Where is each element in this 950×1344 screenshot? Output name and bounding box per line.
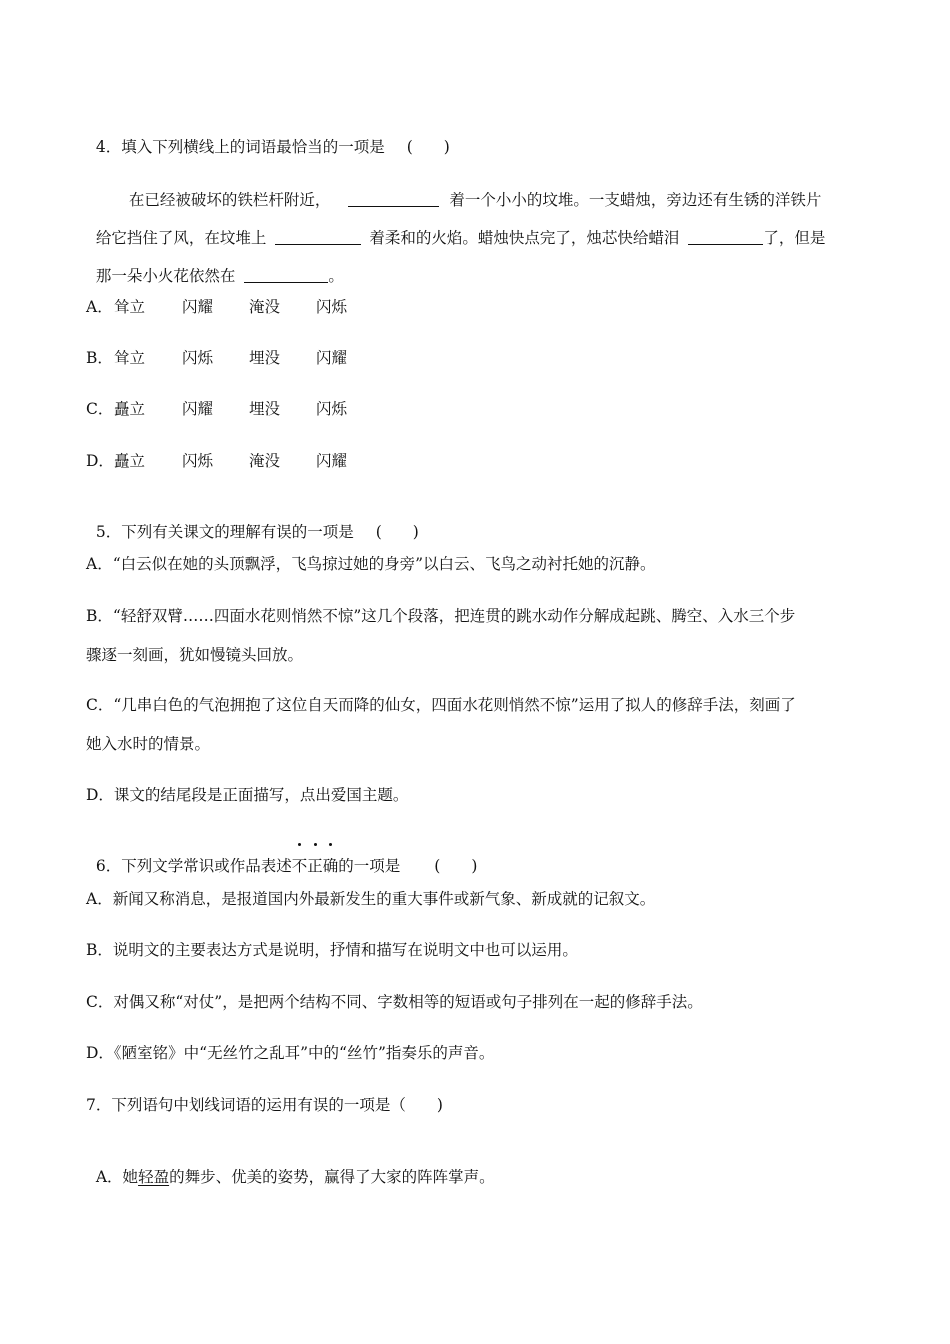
- q4-blank-1: [348, 191, 439, 207]
- q5-stem: 5．下列有关课文的理解有误的一项是 ( ): [95, 523, 419, 541]
- q4-passage-line-2: 给它挡住了风，在坟堆上 着柔和的火焰。蜡烛快点完了，烛芯快给蜡泪 了，但是: [95, 229, 826, 247]
- q5-option-c-line-1: C．“几串白色的气泡拥抱了这位自天而降的仙女，四面水花则悄然不惊”运用了拟人的修辞手法，刻画了: [86, 696, 796, 714]
- q4-passage-line-1: 在已经被破坏的铁栏杆附近， 着一个小小的坟堆。一支蜡烛，旁边还有生锈的洋铁片: [128, 191, 822, 209]
- q4-option-c: C．矗立 闪耀 埋没 闪烁: [86, 400, 348, 418]
- q6-option-a: A．新闻又称消息，是报道国内外最新发生的重大事件或新气象、新成就的记叙文。: [86, 890, 656, 908]
- emphasis-char: 确: [323, 856, 339, 876]
- q6-stem: 6．下列文学常识或作品表述 不 正 确的一项是 ( ): [86, 836, 477, 876]
- q4-answer-paren: ( ): [406, 138, 450, 156]
- q7-stem: 7．下列语句中划线词语的运用有误的一项是（ ): [86, 1096, 443, 1114]
- q4-passage-line-3: 那一朵小火花依然在 。: [95, 267, 344, 285]
- q4-stem: 4．填入下列横线上的词语最恰当的一项是 ( ): [95, 138, 450, 156]
- q6-option-c: C．对偶又称“对仗”，是把两个结构不同、字数相等的短语或句子排列在一起的修辞手法。: [86, 993, 703, 1011]
- q4-option-a: A．耸立 闪耀 淹没 闪烁: [86, 298, 348, 316]
- emphasis-char: 不: [292, 856, 308, 876]
- q4-blank-4: [244, 267, 328, 283]
- q4-option-b: B．耸立 闪烁 埋没 闪耀: [86, 349, 348, 367]
- underlined-word: 轻盈: [138, 1168, 170, 1186]
- q6-option-b: B．说明文的主要表达方式是说明，抒情和描写在说明文中也可以运用。: [86, 941, 578, 959]
- q4-option-d: D．矗立 闪烁 淹没 闪耀: [86, 452, 348, 470]
- q4-blank-2: [275, 229, 361, 245]
- q5-option-b-line-2: 骤逐一刻画，犹如慢镜头回放。: [86, 646, 304, 664]
- q6-option-d: D．《陋室铭》中“无丝竹之乱耳”中的“丝竹”指奏乐的声音。: [86, 1044, 495, 1062]
- emphasis-char: 正: [307, 856, 323, 876]
- q5-option-a: A．“白云似在她的头顶飘浮，飞鸟掠过她的身旁”以白云、飞鸟之动衬托她的沉静。: [86, 555, 656, 573]
- q7-option-a: A．她轻盈的舞步、优美的姿势，赢得了大家的阵阵掌声。: [95, 1168, 495, 1186]
- q5-option-c-line-2: 她入水时的情景。: [86, 735, 211, 753]
- q5-option-d: D．课文的结尾段是正面描写，点出爱国主题。: [86, 786, 409, 804]
- q4-blank-3: [688, 229, 763, 245]
- q5-answer-paren: ( ): [375, 523, 419, 541]
- q6-answer-paren: ( ): [434, 857, 478, 875]
- q5-option-b-line-1: B．“轻舒双臂……四面水花则悄然不惊”这几个段落，把连贯的跳水动作分解成起跳、腾空、入水三个步: [86, 607, 796, 625]
